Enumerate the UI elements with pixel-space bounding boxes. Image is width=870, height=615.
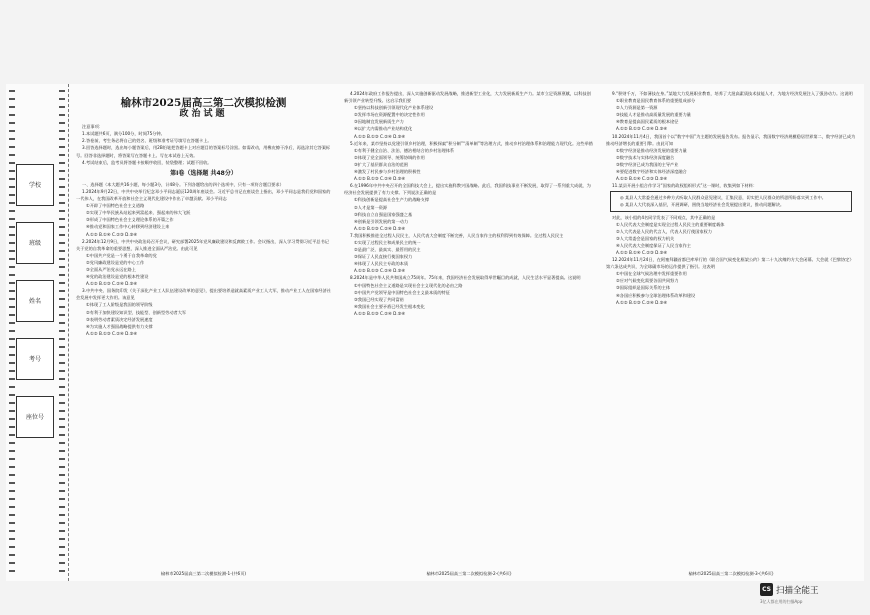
question-option: ①中国共产党是一个勇于自我革命的党 [86, 252, 157, 258]
answer-choices: A.①② B.①③ C.②④ D.③④ [86, 330, 138, 336]
question-option: ③我国已经实现了共同富裕 [354, 296, 404, 302]
question-option: ④要促进数字经济和实体经济深度融合 [616, 169, 687, 175]
answer-choices: A.①② B.①④ C.②③ D.③④ [616, 176, 668, 182]
answer-choices: A.①② B.①③ C.②④ D.③④ [616, 299, 668, 305]
question-option: ①中国在全球气候治理中发挥重要作用 [616, 271, 687, 277]
question-option: ③保证了人民直接行使国家权力 [354, 254, 413, 260]
question-option: ④创新是引领发展的第一动力 [354, 218, 409, 224]
question-option: ④教育是提高国民素质的根本途径 [616, 119, 679, 125]
question-stem: 12.2024年11月24日，在阿塞拜疆首都巴库举行的《联合国气候变化框架公约》第二十九次缔约方大会闭幕。大会就《巴黎协定》第六条达成共识，为全球碳市场的运作提供了指引。这表明 [606, 257, 854, 270]
page-column-3 [606, 90, 856, 560]
info-box-name: 姓名 [16, 280, 54, 322]
question-stem: 5.近年来，某市坚持以党建引领乡村治理，积极探索“积分制”“清单制”等治理方式，推动乡村治理体系和治理能力现代化。这些举措 [350, 140, 593, 146]
answer-choices: A.①② B.①④ C.②③ D.③④ [86, 231, 138, 237]
answer-choices: A.①② B.①③ C.②④ D.③④ [354, 310, 406, 316]
exam-sheet [6, 84, 864, 581]
question-option: ②人才是第一资源 [354, 204, 388, 210]
question-option: ④党的政治建设是党的根本性建设 [86, 274, 149, 280]
answer-choices: A.①② B.①③ C.②④ D.③④ [354, 225, 406, 231]
question-stem: 10.2024年11月4日，我国首个以“数字中国”为主题的发展报告发布。报告显示，我国数字经济规模稳居世界第二，数字经济已成为推动经济增长的重要引擎。由此可知 [606, 133, 856, 146]
question-option: ①人民代表大会制度是实现全过程人民民主的重要制度载体 [616, 221, 725, 227]
question-option: ①数字经济是推动经济发展的重要力量 [616, 147, 687, 153]
question-option: ②实现了中华民族从站起来到富起来、强起来的伟大飞跃 [86, 210, 191, 216]
question-option: ④人民代表大会制度保证了人民当家作主 [616, 242, 691, 248]
note-line: 1.本试题共6页，满分100分，时间75分钟。 [82, 131, 165, 137]
info-box-id: 考号 [16, 338, 54, 380]
answer-choices: A.①② B.①③ C.②④ D.③④ [616, 126, 668, 132]
question-option: ③因地制宜发展新质生产力 [354, 119, 404, 125]
question-option: ②数字技术与实体经济深度融合 [616, 154, 675, 160]
question-option: ①实现了过程民主和成果民主的统一 [354, 239, 421, 245]
question-option: ②人力资源是第一资源 [616, 105, 658, 111]
question-option: ①科技创新是提高社会生产力的战略支撑 [354, 197, 429, 203]
question-option: ②人大代表是人民的代言人，代表人民行使国家权力 [616, 228, 712, 234]
question-option: ②中国共产党领导是中国特色社会主义最本质的特征 [354, 289, 450, 295]
exam-subject: 政治试题 [179, 109, 228, 120]
question-option: ③表明劳动者素质决定经济发展速度 [86, 316, 153, 322]
section-intro: 一、选择题（本大题共16小题，每小题3分，计48分。下列各题给出的四个选项中，只有一项符合题目要求） [82, 181, 284, 187]
page-column-1 [76, 90, 331, 560]
page-footer: 榆林市2025届高三第二次模拟检测-2-(共6页) [426, 571, 512, 576]
note-line: 2.答卷前，考生务必将自己的姓名、班级和准考证号填写在答题卡上。 [82, 138, 212, 144]
question-option: ④推动党和国家工作中心转移到经济建设上来 [86, 224, 170, 230]
perforation-dots [9, 90, 15, 575]
answer-choices: A.①② B.①③ C.②④ D.③④ [354, 268, 406, 274]
perforation-dots [59, 90, 65, 575]
question-stem: 11.某县开展小组合作学习“国家的政权组织形式”这一课时，收集到如下材料： [612, 183, 758, 189]
scanner-watermark [760, 583, 819, 596]
question-option: ④各国应积极参与全球治理体系改革和建设 [616, 292, 696, 298]
question-option: ②有利于加快建设知识型、技能型、创新型劳动者大军 [86, 309, 187, 315]
question-stem: 7.我国积极推进全过程人民民主，人民代表大会制度不断完善，人民当家作主的权利得到有效保障。全过程人民民主 [350, 232, 564, 238]
question-stem: 3.中共中央、国务院印发《关于深化产业工人队伍建设改革的意见》，提出要培养造就高素质产业工人大军，推动产业工人在国家经济社会发展中发挥更大作用。该意见 [76, 288, 331, 301]
page-footer: 榆林市2025届高三第二次模拟检测-3-(共6页) [688, 571, 774, 576]
question-option: ④体现了人民民主专政的本质 [354, 261, 409, 267]
question-option: ②是最广泛、最真实、最管用的民主 [354, 247, 421, 253]
question-option: ③人大常委会是国家的权力机关 [616, 235, 675, 241]
question-option: ①职业教育是国民教育体系的重要组成部分 [616, 98, 696, 104]
answer-choices: A.①② B.①③ C.②④ D.③④ [354, 133, 406, 139]
question-option: ②应对气候变化需要各国共同努力 [616, 278, 679, 284]
note-line: 注意事项： [82, 124, 103, 130]
note-line: 3.回答选择题时，选出每小题答案后，用2B铅笔把答题卡上对应题目的答案标号涂黑。如需改动，用橡皮擦干净后，再选涂其它答案标号。回答非选择题时，将答案写在答题卡上。写在本试卷上无效。 [76, 145, 331, 158]
question-option: ③全面从严治党永远在路上 [86, 266, 136, 272]
binding-margin [6, 84, 69, 581]
info-box-class: 班级 [16, 222, 54, 264]
answer-choices: A.①② B.①③ C.②④ D.③④ [86, 281, 138, 287]
question-option: ④激发了村民参与乡村治理的积极性 [354, 169, 421, 175]
volume-heading: 第Ⅰ卷（选择题 共48分） [170, 169, 237, 177]
question-option: ③数字经济已成为我国的主导产业 [616, 161, 679, 167]
question-option: ④以扩大内需推动产业结构优化 [354, 126, 413, 132]
note-line: 4.考试结束后，监考员将答题卡按顺序收回，装袋整理；试题不回收。 [82, 159, 212, 165]
info-box-seat: 座位号 [16, 396, 54, 438]
question-option: ①中国特色社会主义道路是实现社会主义现代化的必由之路 [354, 282, 463, 288]
question-option: ③形成了中国特色社会主义理论体系的开篇之作 [86, 217, 174, 223]
watermark-subtitle: 3亿人都在用的扫描App [760, 599, 803, 604]
material-line: ◎ 某县人大常委会通过多种方式听取人民群众意见建议，汇集民意，切实把人民群众的所思所盼落实到工作中。 [620, 195, 826, 201]
answer-choices: A.①② B.①④ C.②③ D.③④ [616, 249, 668, 255]
question-option: ①坚持以科技创新引领现代化产业体系建设 [354, 105, 434, 111]
question-option: ①体现了工人阶级是我国的领导阶级 [86, 302, 153, 308]
info-box-school: 学校 [16, 164, 54, 206]
question-option: ②党风廉政建设是党的中心工作 [86, 259, 145, 265]
material-box [610, 191, 852, 211]
question-stem: 8.2024年是中华人民共和国成立75周年。75年来，我国经济社会发展取得举世瞩目的成就，人民生活水平显著提高。这说明 [350, 275, 581, 281]
question-stem: 1.2024年9月22日，中共中央举行纪念邓小平同志诞辰120周年座谈会。习近平总书记在座谈会上指出，邓小平同志是我们党和国家的一代伟人，在我国改革开放和社会主义现代化建设中作出了卓越贡献。邓小平同志 [76, 188, 331, 202]
question-stem: 对此，该小组的4名同学发表了不同观点，其中正确的是 [612, 214, 716, 220]
question-option: ③科技自立自强是国家强盛之基 [354, 211, 413, 217]
camscanner-logo-icon: CS [760, 583, 773, 596]
answer-choices: A.①② B.①③ C.②④ D.③④ [354, 176, 406, 182]
question-stem: 4.2024年政府工作报告提出，深入实施创新驱动发展战略，推进新型工业化，大力发展新质生产力。某市立足资源禀赋，以科技创新引领产业转型升级。这启示我们要 [344, 91, 591, 104]
material-line: ◎ 某县人大代表深入基层，开展调研，围绕当地经济社会发展提出建议，推动问题解决。 [620, 202, 785, 208]
question-option: ④为实施人才强国战略提供有力支撑 [86, 323, 153, 329]
question-option: ④我国社会主要矛盾已经发生根本变化 [354, 303, 425, 309]
question-option: ②体现了党全面领导、统筹协调的作用 [354, 154, 425, 160]
exam-title: 榆林市2025届高三第二次模拟检测 [120, 97, 287, 109]
question-option: ①开辟了中国特色社会主义道路 [86, 203, 145, 209]
question-option: ①有利于健全自治、法治、德治相结合的乡村治理体系 [354, 147, 455, 153]
page-footer: 榆林市2025届高三第二次模拟检测-1-(共6页) [160, 571, 247, 576]
question-stem: 2.2024年12月9日，中共中央政治局召开会议，研究部署2025年党风廉政建设和反腐败工作。会议指出，深入学习贯彻习近平总书记关于党的自我革命的重要思想，深入推进全面从严治党。由此可见 [76, 238, 329, 251]
question-option: ③国际组织是国际关系的主体 [616, 285, 671, 291]
page-column-2 [344, 90, 594, 560]
question-stem: 9.“积财千万，不如薄技在身。”某地大力发展职业教育，培养了大批高素质技术技能人才，为地方经济发展注入了强劲动力。这说明 [612, 91, 853, 96]
question-option: ③技能人才是推动高质量发展的重要力量 [616, 112, 691, 118]
question-stem: 6.在1996年中共中央召开的全国科技大会上，提出实施科教兴国战略。此后，我国科技事业不断发展，取得了一系列重大成就，为经济社会发展提供了有力支撑。下列说法正确的是 [344, 183, 591, 196]
watermark-name: 扫描全能王 [776, 585, 819, 596]
question-option: ③扩大了基层群众自治的范围 [354, 161, 409, 167]
question-option: ②发挥市场在资源配置中的决定性作用 [354, 112, 425, 118]
